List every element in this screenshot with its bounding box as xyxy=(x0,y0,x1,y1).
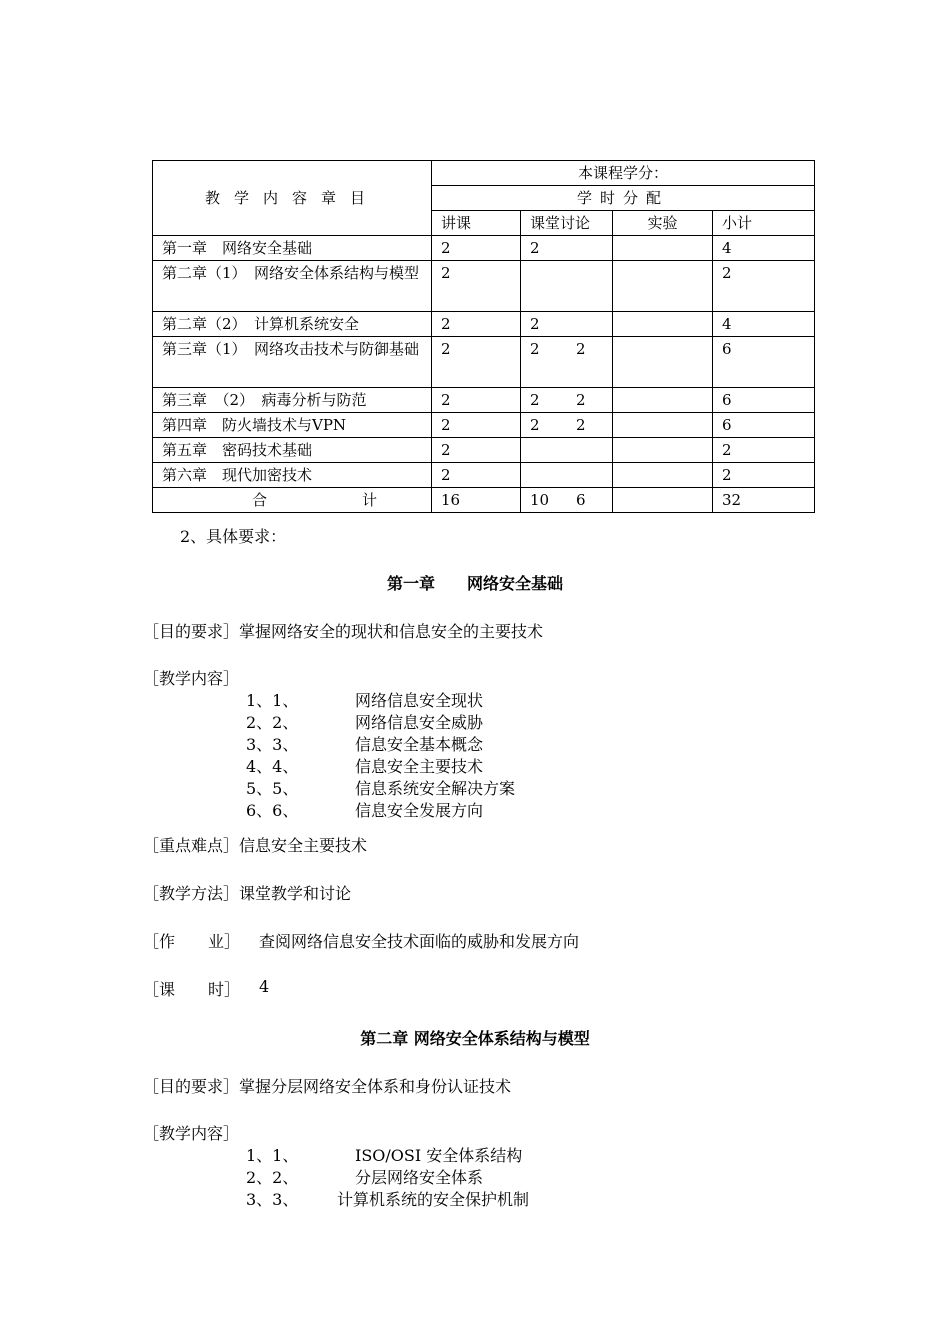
row-discussion: 2 xyxy=(530,391,540,409)
list-item-text: 信息安全主要技术 xyxy=(355,757,484,776)
total-discussion: 10 xyxy=(530,491,550,509)
list-item-number: 1、1、 xyxy=(246,1146,299,1165)
hours-header-cell xyxy=(432,186,815,211)
row-discussion-cell xyxy=(521,236,613,261)
list-item-text: 网络信息安全现状 xyxy=(355,691,484,710)
row-lab xyxy=(613,413,713,438)
row-discussion-cell xyxy=(521,463,613,488)
table-row xyxy=(153,463,815,488)
list-item-text: 信息安全发展方向 xyxy=(355,801,484,820)
total-label-cell xyxy=(153,488,432,513)
row-lecture: 2 xyxy=(432,312,521,337)
table-row xyxy=(153,438,815,463)
row-discussion: 2 xyxy=(530,315,540,333)
course-hours-table xyxy=(152,160,815,513)
table-row xyxy=(153,388,815,413)
row-discussion-cell xyxy=(521,337,613,388)
row-subtotal: 6 xyxy=(713,337,815,388)
row-chapter: 第四章 防火墙技术与VPN xyxy=(153,413,432,438)
list-item-text: 分层网络安全体系 xyxy=(355,1168,484,1187)
list-item-number: 5、5、 xyxy=(246,779,299,798)
list-item-number: 1、1、 xyxy=(246,691,299,710)
list-item-text: 信息系统安全解决方案 xyxy=(355,779,516,798)
total-discussion-cell xyxy=(521,488,613,513)
chapter1-homework: 查阅网络信息安全技术面临的威胁和发展方向 xyxy=(259,932,580,951)
row-subtotal: 6 xyxy=(713,413,815,438)
row-discussion-extra: 2 xyxy=(576,340,586,358)
chapter1-key-points: ［重点难点］信息安全主要技术 xyxy=(143,836,368,855)
requirements-title: 2、具体要求： xyxy=(180,527,287,546)
table-row xyxy=(153,413,815,438)
credits-header: 本课程学分： xyxy=(432,161,815,186)
row-lab xyxy=(613,236,713,261)
list-item-number: 3、3、 xyxy=(246,735,299,754)
row-lab xyxy=(613,438,713,463)
row-chapter: 第三章（1） 网络攻击技术与防御基础 xyxy=(153,337,432,388)
hours-header: 学时分配 xyxy=(577,189,670,207)
row-chapter: 第二章（1） 网络安全体系结构与模型 xyxy=(153,261,432,312)
list-item-number: 2、2、 xyxy=(246,713,299,732)
col-lecture: 讲课 xyxy=(432,211,521,236)
row-lab xyxy=(613,337,713,388)
row-lecture: 2 xyxy=(432,337,521,388)
row-chapter: 第二章（2） 计算机系统安全 xyxy=(153,312,432,337)
row-discussion: 2 xyxy=(530,239,540,257)
row-chapter: 第五章 密码技术基础 xyxy=(153,438,432,463)
row-lecture: 2 xyxy=(432,438,521,463)
row-discussion-extra: 2 xyxy=(576,416,586,434)
chapter1-hours: 4 xyxy=(259,977,270,996)
col-lab: 实验 xyxy=(613,211,713,236)
table-row xyxy=(153,337,815,388)
total-label-a: 合 xyxy=(251,491,267,509)
total-lab xyxy=(613,488,713,513)
list-item-number: 3、3、 xyxy=(246,1190,299,1209)
table-row xyxy=(153,312,815,337)
chapter2-content-label: ［教学内容］ xyxy=(143,1124,240,1143)
list-item-text: 信息安全基本概念 xyxy=(355,735,484,754)
row-discussion-cell xyxy=(521,261,613,312)
chapter1-title: 第一章 网络安全基础 xyxy=(386,574,563,593)
row-discussion-cell xyxy=(521,438,613,463)
row-lecture: 2 xyxy=(432,413,521,438)
chapter1-hours-label-a: ［课 xyxy=(143,980,176,999)
chapter2-title: 第二章 网络安全体系结构与模型 xyxy=(360,1029,590,1048)
list-item-text: 网络信息安全威胁 xyxy=(355,713,484,732)
total-discussion-extra: 6 xyxy=(576,491,586,509)
row-discussion-extra: 2 xyxy=(576,391,586,409)
row-lecture: 2 xyxy=(432,463,521,488)
row-discussion-cell xyxy=(521,413,613,438)
row-discussion-cell xyxy=(521,388,613,413)
total-label-b: 计 xyxy=(361,491,377,509)
row-lab xyxy=(613,312,713,337)
list-item-number: 4、4、 xyxy=(246,757,299,776)
total-lecture: 16 xyxy=(432,488,521,513)
list-item-text: ISO/OSI 安全体系结构 xyxy=(355,1146,523,1165)
row-chapter: 第六章 现代加密技术 xyxy=(153,463,432,488)
chapter1-hours-label-b: 时］ xyxy=(208,980,241,999)
row-subtotal: 6 xyxy=(713,388,815,413)
row-subtotal: 2 xyxy=(713,438,815,463)
row-subtotal: 2 xyxy=(713,463,815,488)
row-lecture: 2 xyxy=(432,236,521,261)
row-chapter: 第三章 （2） 病毒分析与防范 xyxy=(153,388,432,413)
chapter1-method: ［教学方法］课堂教学和讨论 xyxy=(143,884,352,903)
row-discussion: 2 xyxy=(530,416,540,434)
row-discussion: 2 xyxy=(530,340,540,358)
list-item-text: 计算机系统的安全保护机制 xyxy=(337,1190,530,1209)
total-subtotal: 32 xyxy=(713,488,815,513)
table-row xyxy=(153,261,815,312)
chapter1-homework-label-a: ［作 xyxy=(143,932,176,951)
list-item-number: 2、2、 xyxy=(246,1168,299,1187)
list-item-number: 6、6、 xyxy=(246,801,299,820)
content-header-cell xyxy=(153,161,432,236)
row-subtotal: 4 xyxy=(713,312,815,337)
row-subtotal: 2 xyxy=(713,261,815,312)
row-chapter: 第一章 网络安全基础 xyxy=(153,236,432,261)
chapter1-objective: ［目的要求］掌握网络安全的现状和信息安全的主要技术 xyxy=(143,622,544,641)
row-lab xyxy=(613,463,713,488)
table-row xyxy=(153,236,815,261)
chapter2-objective: ［目的要求］掌握分层网络安全体系和身份认证技术 xyxy=(143,1077,512,1096)
row-lecture: 2 xyxy=(432,388,521,413)
row-lab xyxy=(613,261,713,312)
row-discussion-cell xyxy=(521,312,613,337)
col-subtotal: 小计 xyxy=(713,211,815,236)
row-subtotal: 4 xyxy=(713,236,815,261)
row-lecture: 2 xyxy=(432,261,521,312)
table-total-row xyxy=(153,488,815,513)
col-discussion: 课堂讨论 xyxy=(521,211,613,236)
content-header: 教学内容章目 xyxy=(204,189,379,207)
chapter1-content-label: ［教学内容］ xyxy=(143,669,240,688)
chapter1-homework-label-b: 业］ xyxy=(208,932,241,951)
row-lab xyxy=(613,388,713,413)
